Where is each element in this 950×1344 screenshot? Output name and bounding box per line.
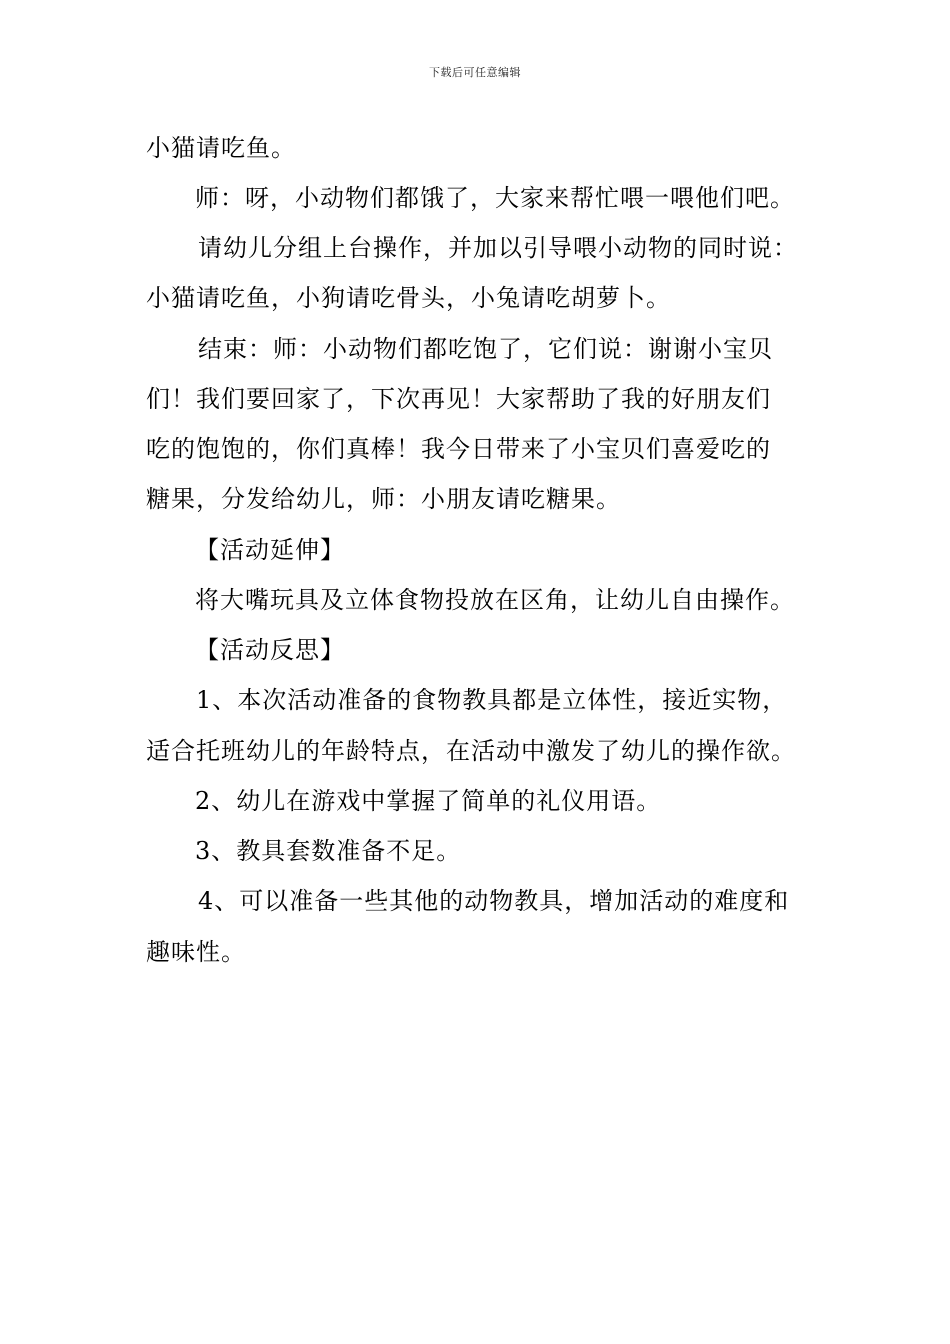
text-line: 将大嘴玩具及立体食物投放在区角，让幼儿自由操作。 — [195, 586, 795, 614]
text-line: 们！我们要回家了，下次再见！大家帮助了我的好朋友们 — [146, 385, 771, 413]
text-line: 结束：师：小动物们都吃饱了，它们说：谢谢小宝贝 — [198, 335, 773, 363]
text-line: 小猫请吃鱼。 — [146, 134, 296, 162]
text-line: 1、本次活动准备的食物教具都是立体性，接近实物， — [196, 686, 788, 714]
text-line: 吃的饱饱的，你们真棒！我今日带来了小宝贝们喜爱吃的 — [146, 435, 771, 463]
text-line: 小猫请吃鱼，小狗请吃骨头，小兔请吃胡萝卜。 — [146, 284, 671, 312]
text-line: 适合托班幼儿的年龄特点，在活动中激发了幼儿的操作欲。 — [146, 737, 796, 765]
text-line: 4、可以准备一些其他的动物教具，增加活动的难度和 — [198, 887, 790, 915]
page-header: 下载后可任意编辑 — [429, 66, 521, 79]
text-line: 2、幼儿在游戏中掌握了简单的礼仪用语。 — [195, 787, 662, 815]
text-line: 师：呀，小动物们都饿了，大家来帮忙喂一喂他们吧。 — [195, 184, 795, 212]
section-heading-extension: 【活动延伸】 — [195, 536, 345, 564]
text-line: 趣味性。 — [146, 938, 246, 966]
text-line: 3、教具套数准备不足。 — [195, 837, 462, 865]
text-line: 糖果，分发给幼儿，师：小朋友请吃糖果。 — [146, 485, 621, 513]
text-line: 请幼儿分组上台操作，并加以引导喂小动物的同时说： — [198, 234, 798, 262]
section-heading-reflection: 【活动反思】 — [195, 636, 345, 664]
